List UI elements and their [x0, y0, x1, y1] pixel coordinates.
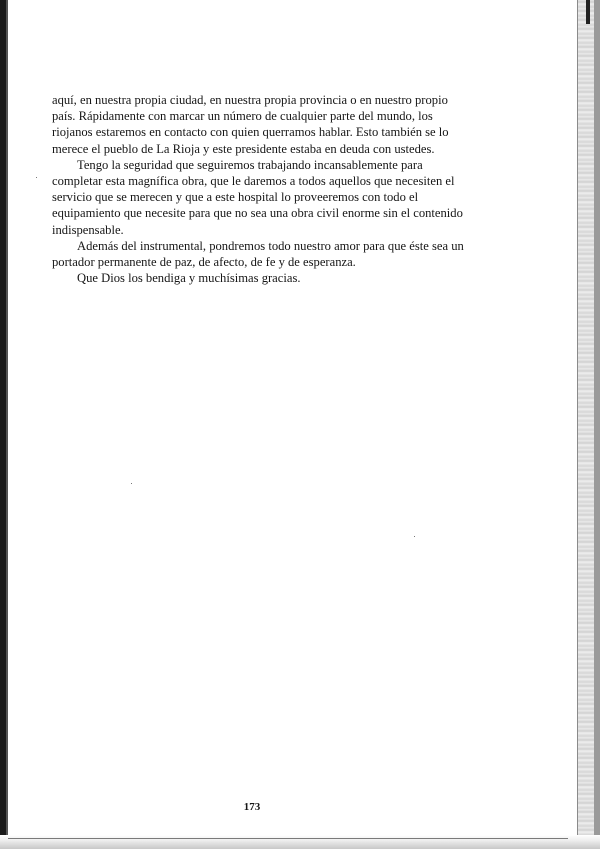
page-number: 173	[243, 801, 261, 813]
paragraph-continuation: aquí, en nuestra propia ciudad, en nuestra propia provincia o en nuestro propio país. Rápidamente con marcar un número de cualquier parte del mundo, los riojanos estaremos en contacto con quien querramos hablar. Esto también se lo merece el pueblo de La Rioja y este presidente estaba en deuda con ustedes.	[52, 93, 449, 156]
binding-edge-shadow	[6, 0, 8, 849]
body-text	[52, 92, 472, 286]
right-page-edge-shadow	[594, 0, 600, 849]
scan-speck	[131, 483, 132, 484]
scan-speck	[36, 177, 37, 178]
paragraph-seguridad: Tengo la seguridad que seguiremos trabajando incansablemente para completar esta magnífica obra, que le daremos a todos aquellos que necesiten el servicio que se merecen y que a este hospital lo proveeremos con todo el equipamiento que necesite para que no sea una obra civil enorme sin el contenido indispensable.	[52, 157, 463, 237]
scan-mark	[586, 0, 590, 24]
paragraph-instrumental: Además del instrumental, pondremos todo nuestro amor para que éste sea un portador permanente de paz, de afecto, de fe y de esperanza.	[52, 238, 464, 270]
scan-speck	[414, 536, 415, 537]
paragraph-closing: Que Dios los bendiga y muchísimas gracias.	[77, 271, 301, 286]
bottom-page-line	[8, 838, 568, 839]
